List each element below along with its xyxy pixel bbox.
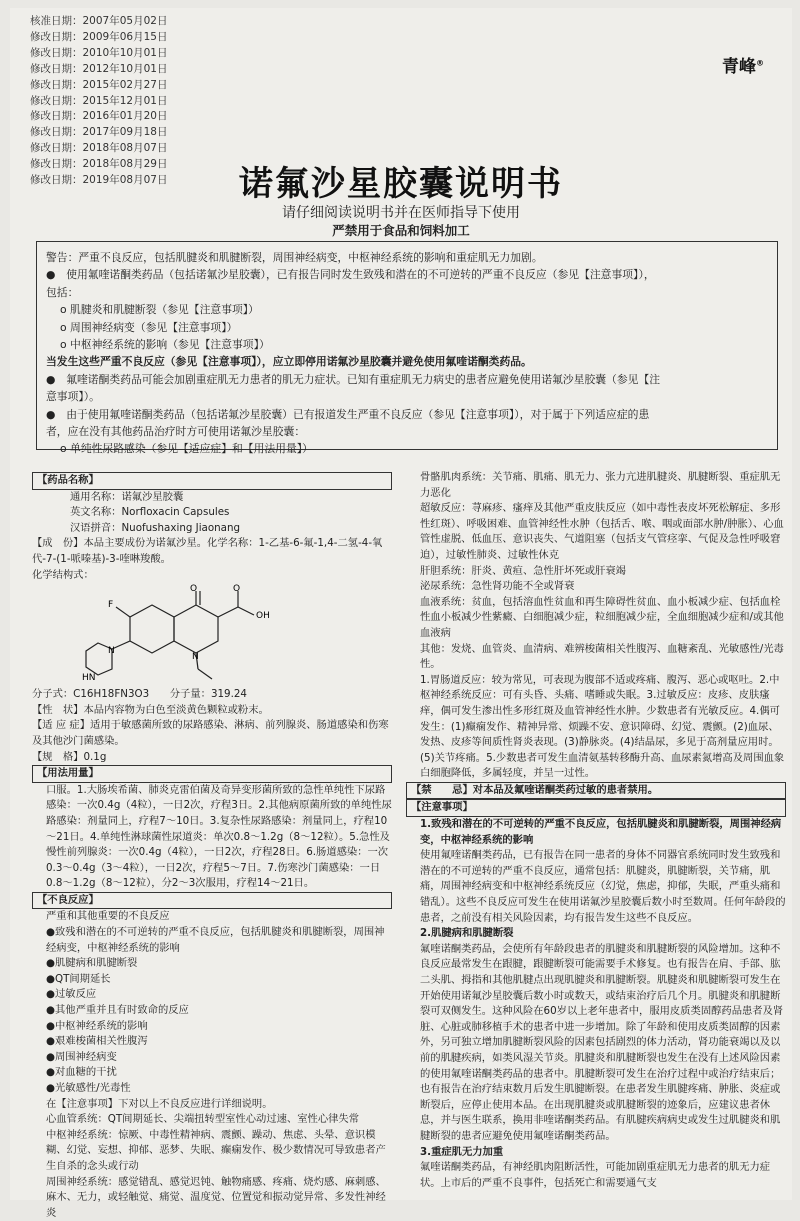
urinary: 泌尿系统：急性肾功能不全或肾衰: [420, 580, 575, 593]
dosage-text: 口服。1.大肠埃希菌、肺炎克雷伯菌及奇异变形菌所致的急性单纯性下尿路感染：一次0.4g（4粒），一日2次，疗程3日。2.其他病原菌所致的单纯性尿路感染：剂量同上，疗程7～10日。3.复杂性尿路感染：剂量同上，疗程10～21日。4.单纯性淋球菌性尿道炎：单次0.8～1.2g（8～12粒）。5.急性及慢性前列腺炎：一次0.4g（4粒），一日2次，疗程28日。6.肠道感染：一次0.3～0.4g（3～4粒），一日2次，疗程5～7日。7.伤寒沙门菌感染：一日0.8～1.2g（8～12粒），分2～3次服用，疗程14～21日。: [46, 783, 392, 890]
subtitle: 请仔细阅读说明书并在医师指导下使用: [282, 205, 520, 221]
hepatobiliary: 肝胆系统：肝炎、黄疸、急性肝坏死或肝衰竭: [420, 564, 626, 577]
warning-line: ● 由于使用氟喹诺酮类药品（包括诺氟沙星胶囊）已有报道发生严重不良反应（参见【注意事项】），对于属于下列适应症的患: [46, 407, 650, 421]
english-name: 英文名称：Norfloxacin Capsules: [70, 506, 230, 519]
warning-line: 者，应在没有其他药品治疗时方可使用诺氟沙星胶囊：: [46, 425, 306, 439]
date-line: 修改日期：2018年08月07日: [30, 142, 168, 155]
adverse-intro-2: ●致残和潜在的不可逆转的严重不良反应，包括肌腱炎和肌腱断裂，周围神经病变，中枢神经系统的影响: [46, 926, 385, 954]
contraindications: 【禁 忌】对本品及氟喹诺酮类药过敏的患者禁用。: [406, 782, 786, 800]
adverse-bullet: ●光敏感性/光毒性: [46, 1082, 131, 1094]
cardio-system: 心血管系统：QT间期延长、尖端扭转型室性心动过速、室性心律失常: [46, 1113, 360, 1126]
section-header: 【注意事项】: [406, 799, 786, 817]
musculoskeletal: 骨骼肌肉系统：关节痛、肌痛、肌无力、张力亢进肌腱炎、肌腱断裂、重症肌无力恶化: [420, 471, 781, 499]
warning-line: o 中枢神经系统的影响（参见【注意事项】）: [60, 338, 270, 352]
subtitle-warning: 严禁用于食品和饲料加工: [332, 223, 470, 238]
adverse-bullet: ●中枢神经系统的影响: [46, 1019, 148, 1032]
pinyin-name: 汉语拼音：Nuofushaxing Jiaonang: [70, 521, 241, 534]
section-header: 【用法用量】: [32, 765, 392, 783]
warning-line: o 单纯性尿路感染（参见【适应症】和【用法用量】）: [60, 442, 313, 456]
date-line: 修改日期：2015年02月27日: [30, 78, 168, 91]
svg-text:O: O: [233, 584, 241, 595]
warning-line: 包括：: [46, 285, 79, 299]
leaflet-sheet: [10, 8, 792, 1219]
left-column: [32, 472, 392, 1221]
chemical-structure-image: [82, 585, 292, 687]
precaution-title: 1.致残和潜在的不可逆转的严重不良反应，包括肌腱炎和肌腱断裂，周围神经病变，中枢神经系统的影响: [420, 818, 782, 846]
date-line: 修改日期：2017年09月18日: [30, 126, 168, 139]
appearance: 【性 状】本品内容物为白色至淡黄色颗粒或粉末。: [32, 703, 269, 716]
svg-text:N: N: [108, 646, 115, 657]
section-header: 【药品名称】: [32, 472, 392, 490]
warning-line: 意事项】）。: [46, 390, 100, 404]
section-header: 【不良反应】: [32, 892, 392, 910]
indications: 【适 应 症】适用于敏感菌所致的尿路感染、淋病、前列腺炎、肠道感染和伤寒及其他沙门菌感染。: [32, 719, 389, 747]
adverse-bullet: ●周围神经病变: [46, 1050, 117, 1063]
svg-text:N: N: [192, 652, 199, 663]
precaution-text: 使用氟喹诺酮类药品，已有报告在同一患者的身体不同器官系统同时发生致残和潜在的不可逆转的严重不良反应，通常包括：肌腱炎，肌腱断裂，关节痛，肌痛，周围神经病变和中枢神经系统反应（幻觉，焦虑，抑郁，失眠，严重头痛和错乱）。这些不良反应可发生在使用诺氟沙星胶囊后数小时至数周。任何年龄段的患者，之前没有相关风险因素，均有报告发生这些不良反应。: [420, 849, 786, 924]
warning-line: o 周围神经病变（参见【注意事项】）: [60, 320, 238, 334]
hypersensitivity: 超敏反应：荨麻疹、瘙痒及其他严重皮肤反应（如中毒性表皮坏死松解症、多形性红斑）、呼吸困难、血管神经性水肿（包括舌、喉、咽或面部水肿/肿胀）、心血管性虚脱、低血压、意识丧失、气道阻塞（包括支气管痉挛、气促及急性呼吸窘迫），过敏性肺炎、过敏性休克: [420, 502, 784, 561]
adverse-intro: 严重和其他重要的不良反应: [46, 910, 170, 923]
other-reactions: 其他：发烧、血管炎、血清病、难辨梭菌相关性腹泻、血糖紊乱、光敏感性/光毒性。: [420, 642, 784, 671]
date-line: 修改日期：2018年08月29日: [30, 158, 168, 171]
svg-text:HN: HN: [82, 673, 96, 684]
hematologic: 血液系统：贫血，包括溶血性贫血和再生障碍性贫血、血小板减少症、包括血栓性血小板减少性紫癜、白细胞减少症，粒细胞减少症，全血细胞减少症和/或其他血液病: [420, 595, 784, 639]
central-nervous-system: 中枢神经系统：惊厥、中毒性精神病、震颤、躁动、焦虑、头晕、意识模糊、幻觉、妄想、抑郁、恶梦、失眠、癫痫发作、极少数情况可导致患者产生自杀的念头或行动: [46, 1128, 386, 1172]
date-line: 修改日期：2009年06月15日: [30, 30, 168, 43]
svg-text:O: O: [190, 584, 198, 595]
date-line: 修改日期：2015年12月01日: [30, 94, 168, 107]
detail-note: 在【注意事项】下对以上不良反应进行详细说明。: [46, 1097, 273, 1110]
molecular-formula: 分子式：C16H18FN3O3 分子量：319.24: [32, 688, 247, 701]
composition: 【成 份】本品主要成份为诺氟沙星。化学名称：1-乙基-6-氟-1,4-二氢-4-氧代-7-(1-哌嗪基)-3-喹啉羧酸。: [32, 537, 383, 565]
brand-logo: 青峰®: [722, 57, 764, 77]
adverse-bullet: ●对血糖的干扰: [46, 1066, 117, 1079]
warning-line: ● 氟喹诺酮类药品可能会加剧重症肌无力患者的肌无力症状。已知有重症肌无力病史的患者应避免使用诺氟沙星胶囊（参见【注: [46, 372, 661, 386]
date-line: 修改日期：2010年10月01日: [30, 46, 168, 59]
date-line: 修改日期：2019年08月07日: [30, 174, 168, 187]
svg-text:OH: OH: [256, 611, 270, 622]
date-line: 修改日期：2016年01月20日: [30, 110, 168, 123]
date-line: 修改日期：2012年10月01日: [30, 62, 168, 75]
structure-label: 化学结构式：: [32, 568, 94, 581]
precaution-text: 氟喹诺酮类药品，会使所有年龄段患者的肌腱炎和肌腱断裂的风险增加。这种不良反应最常发生在跟腱，跟腱断裂可能需要手术修复。也有报告在肩、手部、肱二头肌、拇指和其他肌腱点出现肌腱炎和肌腱断裂。肌腱炎和肌腱断裂可发生在开始使用诺氟沙星胶囊后数小时或数天，或结束治疗后几个月。肌腱炎和肌腱断裂可双侧发生。这种风险在60岁以上老年患者中，服用皮质类固醇药品患者及肾脏、心脏或肺移植手术的患者中进一步增加。除了年龄和使用皮质类固醇的因素外，另可独立增加肌腱断裂风险的因素包括剧烈的体力活动，肾功能衰竭以及以前的肌腱疾病，如类风湿关节炎。肌腱炎和肌腱断裂也发生在没有上述风险因素的使用氟喹诺酮类药品的患者中。肌腱断裂可发生在治疗过程中或治疗结束后；也有报告在治疗结束数月后发生肌腱断裂。在患者发生肌腱疼痛、肿胀、炎症或断裂后，应停止使用本品。在出现肌腱炎或肌腱断裂的迹象后，应建议患者休息，并与医生联系，换用非喹诺酮类药品。有肌腱疾病病史或发生过肌腱炎和肌腱断裂的患者应避免使用氟喹诺酮类药品。: [420, 942, 784, 1142]
adverse-bullet: ●过敏反应: [46, 988, 97, 1001]
common-reactions: 1.胃肠道反应：较为常见，可表现为腹部不适或疼痛、腹泻、恶心或呕吐。2.中枢神经系统反应：可有头昏、头痛、嗜睡或失眠。3.过敏反应：皮疹、皮肤瘙痒，偶可发生渗出性多形红斑及血管神经性水肿。少数患者有光敏反应。4.偶可发生：(1)癫痫发作、精神异常、烦躁不安、意识障碍、幻觉、震颤。(2)血尿、发热、皮疹等间质性肾炎表现。(3)静脉炎。(4)结晶尿，多见于高剂量应用时。(5)关节疼痛。5.少数患者可发生血清氨基转移酶升高、血尿素氮增高及周围血象白细胞降低，多属轻度，并呈一过性。: [420, 673, 785, 780]
adverse-bullet: ●肌腱病和肌腱断裂: [46, 957, 138, 970]
precaution-text: 氟喹诺酮类药品，有神经肌肉阻断活性，可能加剧重症肌无力患者的肌无力症状。上市后的严重不良事件，包括死亡和需要通气支: [420, 1161, 771, 1189]
specification: 【规 格】0.1g: [32, 750, 107, 763]
warning-line: ● 使用氟喹诺酮类药品（包括诺氟沙星胶囊），已有报告同时发生致残和潜在的不可逆转的严重不良反应（参见【注意事项】），: [46, 268, 655, 282]
svg-text:F: F: [108, 600, 114, 611]
peripheral-nervous-system: 周围神经系统：感觉错乱、感觉迟钝、触物痛感、疼痛、烧灼感、麻刺感、麻木、无力，或轻触觉、痛觉、温度觉、位置觉和振动觉异常、多发性神经炎: [46, 1175, 386, 1219]
page-title: 诺氟沙星胶囊说明书: [239, 164, 563, 204]
warning-line: 当发生这些严重不良反应（参见【注意事项】），应立即停用诺氟沙星胶囊并避免使用氟喹诺酮类药品。: [46, 355, 532, 369]
precaution-title: 2.肌腱病和肌腱断裂: [420, 927, 514, 940]
date-line: 核准日期：2007年05月02日: [30, 15, 168, 27]
adverse-bullet: ●QT间期延长: [46, 972, 111, 985]
generic-name: 通用名称：诺氟沙星胶囊: [70, 490, 184, 503]
boxed-warning: [36, 241, 778, 456]
precaution-title: 3.重症肌无力加重: [420, 1145, 504, 1158]
right-column: [406, 470, 786, 1191]
warning-line: o 肌腱炎和肌腱断裂（参见【注意事项】）: [60, 303, 259, 317]
adverse-bullet: ●其他严重并且有时致命的反应: [46, 1004, 189, 1017]
adverse-bullet: ●艰难梭菌相关性腹泻: [46, 1035, 148, 1048]
warning-line: 警告：严重不良反应，包括肌腱炎和肌腱断裂，周围神经病变，中枢神经系统的影响和重症肌无力加剧。: [46, 251, 543, 264]
